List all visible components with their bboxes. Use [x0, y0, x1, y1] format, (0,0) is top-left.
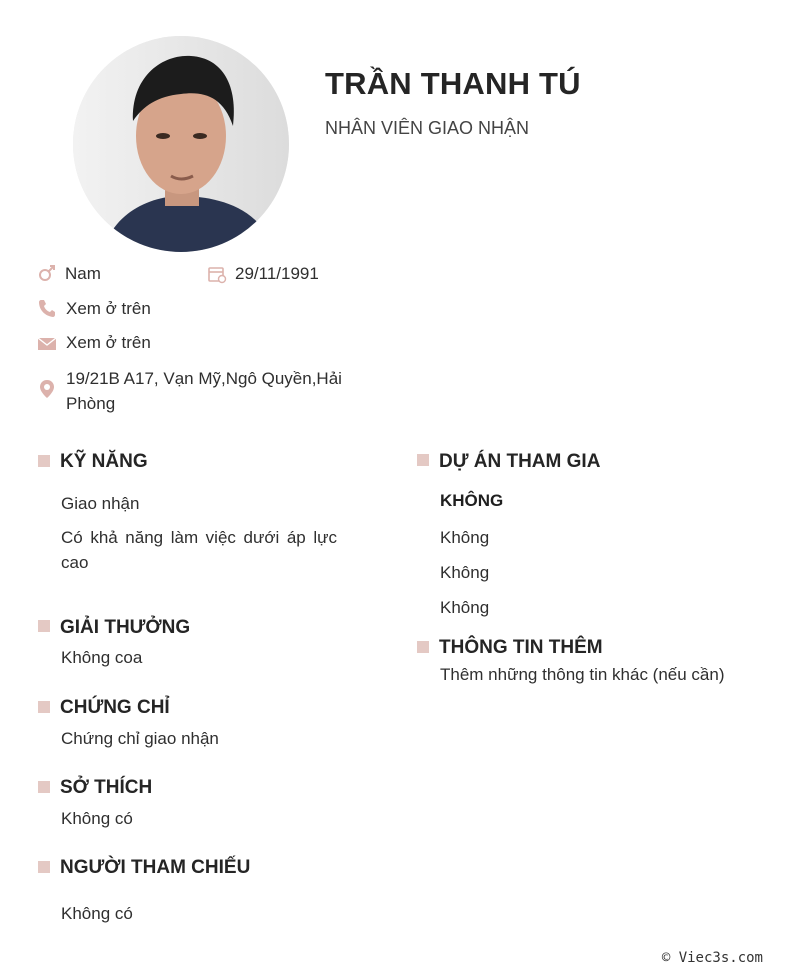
dob-value: 29/11/1991 [235, 264, 319, 283]
project-item: Không [440, 563, 490, 582]
section-marker [38, 861, 50, 873]
hobbies-text: Không có [61, 809, 133, 828]
project-item: Không [440, 598, 490, 617]
awards-title: GIẢI THƯỞNG [60, 617, 191, 638]
projects-title: DỰ ÁN THAM GIA [439, 451, 601, 472]
skill-item: Có khả năng làm việc dưới áp lực cao [61, 528, 337, 572]
candidate-role: NHÂN VIÊN GIAO NHẬN [325, 118, 530, 138]
phone-icon [37, 298, 57, 323]
section-marker [38, 701, 50, 713]
more-info-title: THÔNG TIN THÊM [439, 637, 603, 658]
skills-title: KỸ NĂNG [60, 451, 148, 472]
phone-value: Xem ở trên [66, 299, 151, 318]
location-icon [37, 379, 57, 404]
profile-photo [73, 36, 289, 252]
section-marker [38, 455, 50, 467]
gender-icon [37, 263, 57, 288]
section-marker [417, 641, 429, 653]
section-marker [417, 454, 429, 466]
more-info-text: Thêm những thông tin khác (nếu cần) [440, 665, 725, 684]
certificates-text: Chứng chỉ giao nhận [61, 729, 219, 748]
calendar-icon [207, 264, 227, 289]
section-marker [38, 620, 50, 632]
hobbies-title: SỞ THÍCH [60, 777, 153, 798]
certificates-title: CHỨNG CHỈ [60, 697, 170, 718]
project-item: Không [440, 528, 490, 547]
skill-item: Giao nhận [61, 494, 140, 513]
gender-value: Nam [65, 264, 101, 283]
project-name: KHÔNG [440, 491, 504, 510]
email-value: Xem ở trên [66, 333, 151, 352]
email-icon [37, 334, 57, 359]
candidate-name: TRẦN THANH TÚ [325, 66, 581, 101]
footer-credit: © Viec3s.com [661, 950, 763, 966]
references-title: NGƯỜI THAM CHIẾU [60, 857, 251, 878]
section-marker [38, 781, 50, 793]
references-text: Không có [61, 904, 133, 923]
address-value: 19/21B A17, Vạn Mỹ,Ngô Quyền,Hải Phòng [66, 369, 342, 413]
awards-text: Không coa [61, 648, 143, 667]
